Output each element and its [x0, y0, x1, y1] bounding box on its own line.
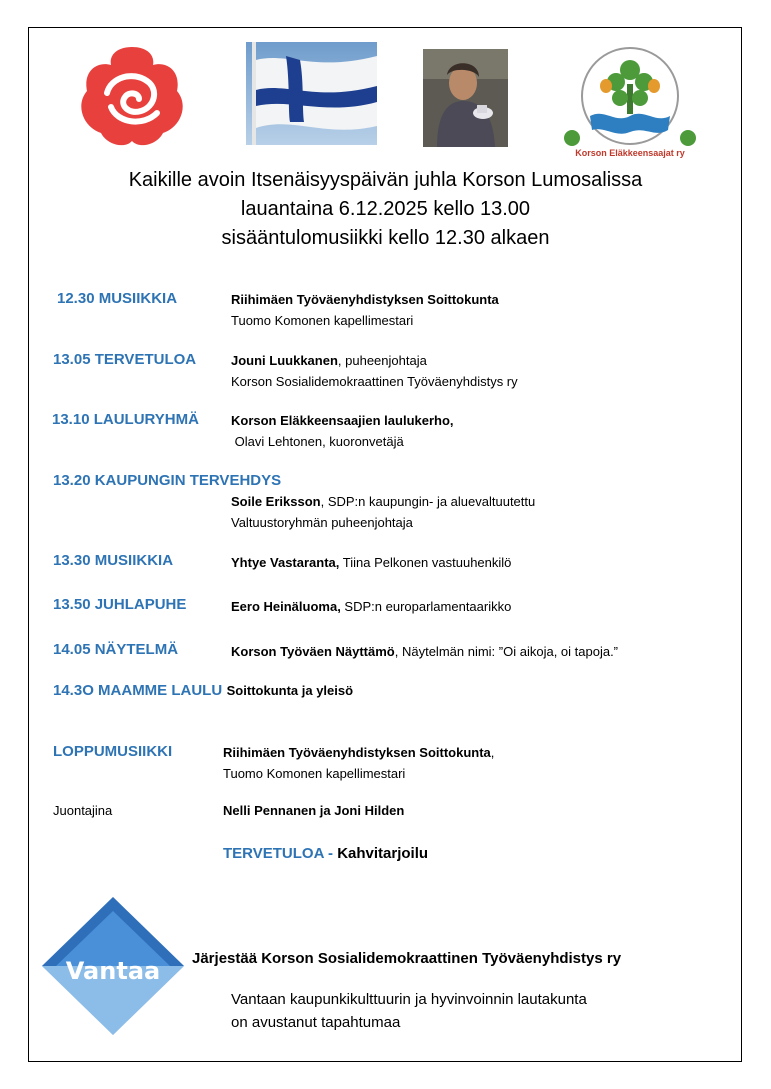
program-detail: Olavi Lehtonen, kuoronvetäjä [231, 434, 404, 449]
coffee-label: Kahvitarjoilu [337, 845, 429, 862]
program-time-7: 14.05 NÄYTELMÄ [53, 641, 179, 658]
program-desc-5: Yhtye Vastaranta, Tiina Pelkonen vastuuhenkilö [231, 555, 512, 570]
program-row-8 [53, 682, 353, 700]
program-desc-9: Riihimäen Työväenyhdistyksen Soittokunta, Tuomo Komonen kapellimestari [223, 742, 494, 784]
welcome-line [223, 845, 428, 862]
program-performer: Riihimäen Työväenyhdistyksen Soittokunta [223, 745, 491, 760]
event-title [40, 166, 731, 253]
program-time-5: 13.30 MUSIIKKIA [53, 552, 174, 569]
program-desc-3 [231, 410, 454, 452]
program-detail: Valtuustoryhmän puheenjohtaja [231, 515, 413, 530]
program-time-1: 12.30 MUSIIKKIA [57, 290, 178, 307]
program-performer: Yhtye Vastaranta, [231, 555, 340, 570]
program-detail: Tuomo Komonen kapellimestari [231, 313, 414, 328]
welcome-label: TERVETULOA - [223, 845, 334, 862]
program-time-4: 13.20 KAUPUNGIN TERVEHDYS [53, 472, 282, 489]
program-detail: Tuomo Komonen kapellimestari [223, 766, 406, 781]
program-time-3: 13.10 LAULURYHMÄ [52, 411, 199, 428]
sponsor-text [231, 988, 587, 1034]
vantaa-logo-text: Vantaa [65, 957, 161, 985]
hosts-label: Juontajina [53, 803, 113, 818]
hosts-names: Nelli Pennanen ja Joni Hilden [223, 803, 405, 818]
sponsor-line-2: on avustanut tapahtumaa [231, 1014, 401, 1031]
korson-elakkeensaajat-logo [560, 46, 700, 164]
program-desc-1 [231, 289, 499, 331]
program-desc-7: Korson Työväen Näyttämö, Näytelmän nimi: ”Oi aikoja, oi tapoja.” [231, 644, 619, 659]
program-performer: Eero Heinäluoma, [231, 599, 341, 614]
woman-photo [423, 49, 508, 147]
program-performer: Soile Eriksson [231, 494, 321, 509]
program-performer: Riihimäen Työväenyhdistyksen Soittokunta [231, 292, 499, 307]
title-line-2: lauantaina 6.12.2025 kello 13.00 [240, 198, 531, 220]
finnish-flag-image [246, 42, 377, 145]
rose-logo [77, 41, 187, 149]
program-time-9: LOPPUMUSIIKKI [53, 743, 173, 760]
program-time-2: 13.05 TERVETULOA [53, 351, 197, 368]
program-time-6: 13.50 JUHLAPUHE [53, 596, 187, 613]
program-detail: Korson Sosialidemokraattinen Työväenyhdistys ry [231, 374, 518, 389]
program-desc-4: Soile Eriksson, SDP:n kaupungin- ja aluevaltuutettu Valtuustoryhmän puheenjohtaja [231, 491, 535, 533]
program-desc-6: Eero Heinäluoma, SDP:n europarlamentaarikko [231, 599, 512, 614]
organizer-text: Järjestää Korson Sosialidemokraattinen Työväenyhdistys ry [192, 950, 622, 967]
program-performer: Korson Työväen Näyttämö [231, 644, 395, 659]
vantaa-logo [42, 897, 184, 1035]
program-time-8: 14.3O MAAMME LAULU [53, 682, 223, 699]
logo-caption: Korson Eläkkeensaajat ry [575, 148, 685, 158]
program-performer: Korson Eläkkeensaajien laulukerho, [231, 413, 454, 428]
title-line-3: sisääntulomusiikki kello 12.30 alkaen [221, 227, 550, 249]
title-line-1: Kaikille avoin Itsenäisyyspäivän juhla Korson Lumosalissa [128, 169, 643, 191]
sponsor-line-1: Vantaan kaupunkikulttuurin ja hyvinvoinnin lautakunta [231, 991, 587, 1008]
program-performer: Jouni Luukkanen [231, 353, 338, 368]
program-desc-2: Jouni Luukkanen, puheenjohtaja Korson Sosialidemokraattinen Työväenyhdistys ry [231, 350, 518, 392]
program-performer: Soittokunta ja yleisö [226, 683, 354, 698]
